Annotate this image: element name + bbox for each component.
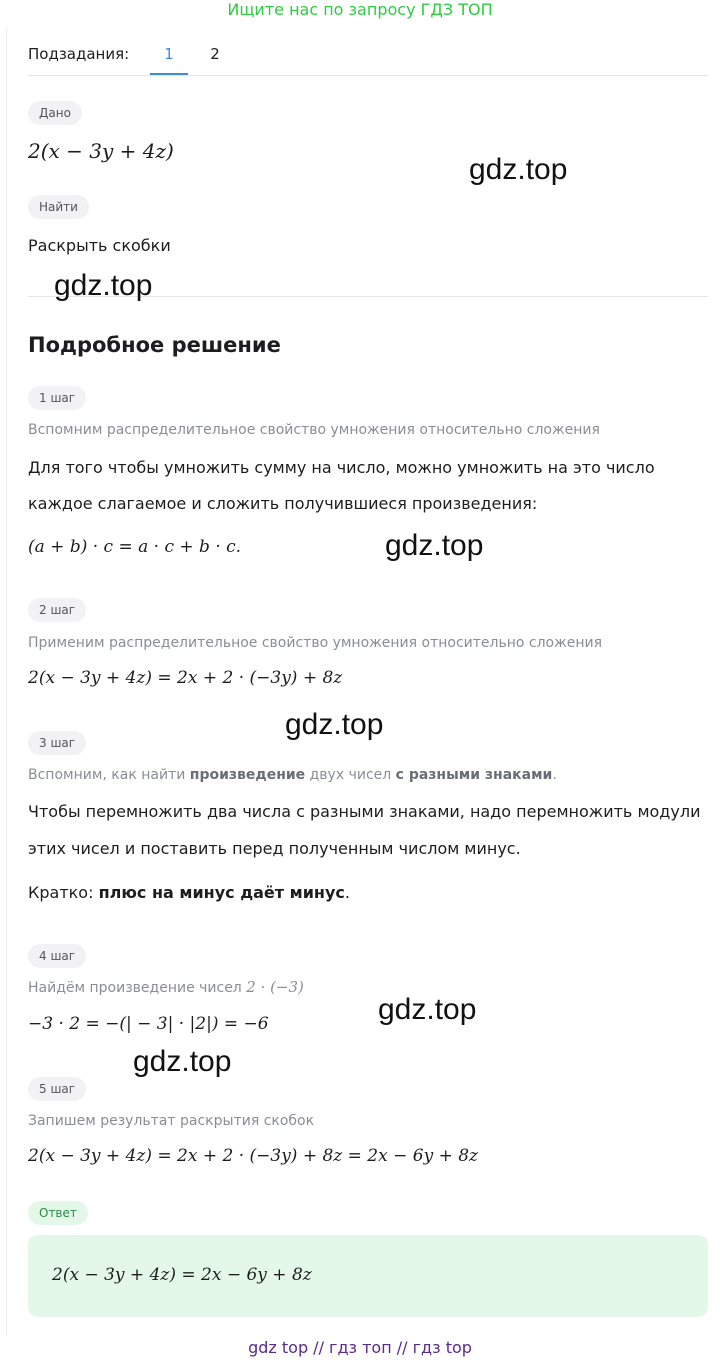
step4-formula: −3 · 2 = −(| − 3| · |2|) = −6 (28, 1014, 269, 1034)
step3-hint-bold-signs: с разными знаками (395, 767, 553, 783)
step3-short (28, 883, 350, 902)
watermark: gdz.top (378, 993, 477, 1026)
given-expression: 2(x − 3y + 4z) (28, 139, 174, 163)
tab-subtask-2[interactable]: 2 (210, 45, 220, 63)
left-border (6, 28, 7, 1336)
step3-badge: 3 шаг (28, 731, 86, 755)
watermark: gdz.top (469, 153, 568, 186)
step3-text-line2: этих чисел и поставить перед полученным числом минус. (28, 839, 521, 858)
watermark: gdz.top (133, 1045, 232, 1078)
tab-subtask-1[interactable]: 1 (164, 45, 174, 63)
find-badge-wrap (28, 195, 89, 219)
step4-hint (28, 978, 304, 996)
answer-formula: 2(x − 3y + 4z) = 2x − 6y + 8z (52, 1265, 312, 1285)
step4-badge: 4 шаг (28, 944, 86, 968)
step4-hint-text: Найдём произведение чисел (28, 980, 247, 996)
step3-hint-post: . (552, 767, 557, 783)
step2-formula: 2(x − 3y + 4z) = 2x + 2 · (−3y) + 8z (28, 668, 343, 688)
answer-badge-wrap (28, 1201, 88, 1225)
subtasks-label: Подзадания: (28, 45, 130, 63)
top-banner: Ищите нас по запросу ГДЗ ТОП (227, 0, 493, 19)
answer-badge: Ответ (28, 1201, 88, 1225)
step1-text-line2: каждое слагаемое и сложить получившиеся произведения: (28, 494, 538, 513)
given-badge-wrap (28, 101, 82, 125)
step2-hint: Применим распределительное свойство умножения относительно сложения (28, 635, 602, 651)
step3-short-label: Кратко: (28, 883, 99, 902)
step1-text-line1: Для того чтобы умножить сумму на число, можно умножить на это число (28, 458, 655, 477)
step3-hint-pre: Вспомним, как найти (28, 767, 190, 783)
step3-hint-mid: двух чисел (305, 767, 396, 783)
step4-badge-wrap (28, 944, 86, 968)
step2-badge-wrap (28, 598, 86, 622)
tabs-divider (28, 75, 708, 76)
watermark: gdz.top (54, 269, 153, 302)
step3-text-line1: Чтобы перемножить два числа с разными знаками, надо перемножить модули (28, 802, 701, 821)
given-badge: Дано (28, 101, 82, 125)
step1-badge-wrap (28, 386, 86, 410)
step5-hint: Запишем результат раскрытия скобок (28, 1113, 315, 1129)
find-text: Раскрыть скобки (28, 236, 171, 255)
step1-formula: (a + b) · c = a · c + b · c. (28, 537, 242, 557)
step5-badge-wrap (28, 1077, 86, 1101)
footer-links[interactable]: gdz top // гдз топ // гдз top (248, 1338, 472, 1357)
step3-short-post: . (344, 883, 350, 902)
step5-formula: 2(x − 3y + 4z) = 2x + 2 · (−3y) + 8z = 2x − 6y + 8z (28, 1146, 479, 1166)
step3-hint (28, 767, 557, 783)
step2-badge: 2 шаг (28, 598, 86, 622)
step1-badge: 1 шаг (28, 386, 86, 410)
watermark: gdz.top (385, 529, 484, 562)
step5-badge: 5 шаг (28, 1077, 86, 1101)
solution-title: Подробное решение (28, 333, 281, 357)
step3-badge-wrap (28, 731, 86, 755)
find-badge: Найти (28, 195, 89, 219)
step3-hint-bold-product: произведение (189, 767, 306, 783)
step4-hint-math: 2 · (−3) (246, 978, 304, 996)
step3-short-bold: плюс на минус даёт минус (98, 883, 345, 902)
step1-hint: Вспомним распределительное свойство умножения относительно сложения (28, 422, 600, 438)
watermark: gdz.top (285, 708, 384, 741)
